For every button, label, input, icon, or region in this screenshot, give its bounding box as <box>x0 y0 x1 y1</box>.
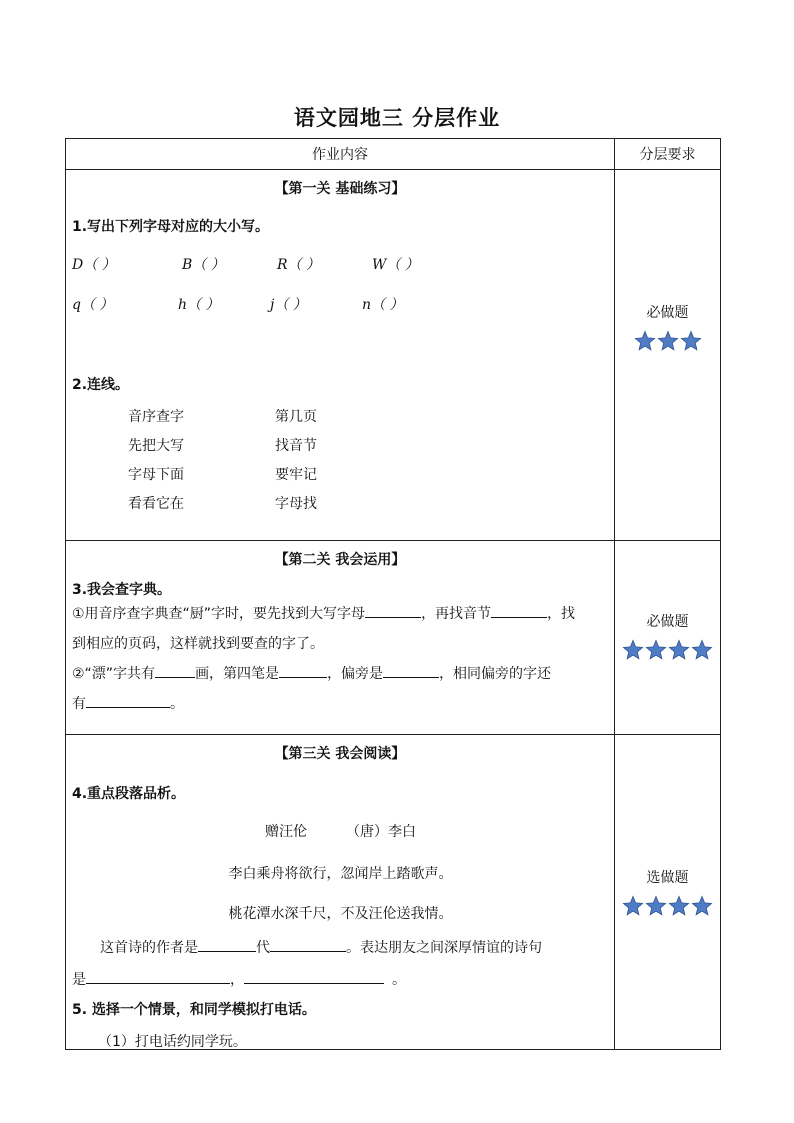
level-label-2: 必做题 <box>646 614 689 630</box>
question-5-item-1: （1）打电话约同学玩。 <box>98 1034 247 1050</box>
text-segment: 。表达朋友之间深厚情谊的诗句 <box>346 940 542 956</box>
blank-dynasty <box>198 937 256 952</box>
q3-line2: 到相应的页码，这样就找到要查的字了。 <box>72 636 324 652</box>
star-icon <box>680 330 702 352</box>
header-level: 分层要求 <box>615 139 721 170</box>
text-segment: ，找 <box>547 606 576 622</box>
poem-title: 赠汪伦 <box>265 824 308 840</box>
q3-line1 <box>72 599 614 629</box>
star-icon <box>691 639 713 661</box>
homework-table <box>65 138 721 1050</box>
star-icon <box>634 330 656 352</box>
text-segment: 。 <box>170 696 184 712</box>
page-title: 语文园地三 分层作业 <box>293 106 501 130</box>
star-rating-1 <box>615 330 720 352</box>
match-left <box>128 406 184 522</box>
header-content: 作业内容 <box>66 139 615 170</box>
text-segment: 画，第四笔是 <box>195 666 280 682</box>
star-icon <box>622 639 644 661</box>
question-2: 2.连线。 <box>72 377 130 393</box>
blank-fourth-stroke <box>279 663 327 678</box>
letter-item: h（ ） <box>178 297 220 313</box>
letters-row-1 <box>72 254 467 274</box>
list-item: 字母下面 <box>128 467 184 483</box>
section2-row <box>66 541 721 735</box>
q4-fill-line1 <box>100 933 542 963</box>
blank-verse-2 <box>244 969 384 984</box>
letter-item: q（ ） <box>72 297 114 313</box>
blank-same-radical <box>86 693 170 708</box>
star-icon <box>668 895 690 917</box>
text-segment: ，偏旁是 <box>327 666 384 682</box>
letter-item: n（ ） <box>362 297 404 313</box>
poem-line-2: 桃花潭水深千尺，不及汪伦送我情。 <box>228 906 453 922</box>
question-1: 1.写出下列字母对应的大小写。 <box>72 219 270 235</box>
text-segment: ，再找音节 <box>421 606 492 622</box>
list-item: 音序查字 <box>128 409 184 425</box>
level-label-3: 选做题 <box>646 870 689 886</box>
text-segment: ，相同偏旁的字还 <box>439 666 552 682</box>
section2-heading: 【第二关 我会运用】 <box>274 552 406 568</box>
text-segment: 这首诗的作者是 <box>100 940 198 956</box>
star-rating-2 <box>615 639 720 661</box>
q4-fill-line2 <box>72 965 406 995</box>
text-segment: ①用音序查字典查“厨”字时，要先找到大写字母 <box>72 606 366 622</box>
text-segment: 代 <box>256 940 270 956</box>
text-segment: 。 <box>392 972 406 988</box>
question-5: 5. 选择一个情景，和同学模拟打电话。 <box>72 1002 316 1018</box>
q3-line3 <box>72 659 614 689</box>
q3-line4 <box>72 689 614 719</box>
star-icon <box>622 895 644 917</box>
star-icon <box>645 895 667 917</box>
list-item: 看看它在 <box>128 496 184 512</box>
section3-heading: 【第三关 我会阅读】 <box>274 746 406 762</box>
list-item: 要牢记 <box>275 467 317 483</box>
text-segment: 是 <box>72 972 86 988</box>
section1-row <box>66 170 721 541</box>
blank-author <box>270 937 346 952</box>
star-rating-3 <box>615 895 720 917</box>
letters-row-2 <box>72 294 454 314</box>
blank-radical <box>383 663 439 678</box>
star-icon <box>691 895 713 917</box>
level-label-1: 必做题 <box>646 305 689 321</box>
star-icon <box>645 639 667 661</box>
text-segment: 有 <box>72 696 86 712</box>
question-3: 3.我会查字典。 <box>72 582 172 598</box>
poem-title-line <box>66 821 615 841</box>
letter-item: W（ ） <box>372 257 419 273</box>
list-item: 先把大写 <box>128 438 184 454</box>
list-item: 第几页 <box>275 409 317 425</box>
section1-heading: 【第一关 基础练习】 <box>274 181 406 197</box>
letter-item: j（ ） <box>270 297 307 313</box>
star-icon <box>657 330 679 352</box>
poem-author: （唐）李白 <box>345 824 416 840</box>
match-right <box>275 406 317 522</box>
text-segment: ②“漂”字共有 <box>72 666 156 682</box>
question-4: 4.重点段落品析。 <box>72 786 186 802</box>
blank-letter <box>365 603 421 618</box>
text-segment: ， <box>230 972 244 988</box>
table-header-row <box>66 139 721 170</box>
blank-strokes <box>155 663 195 678</box>
blank-syllable <box>491 603 547 618</box>
list-item: 找音节 <box>275 438 317 454</box>
section3-row <box>66 735 721 1050</box>
letter-item: R（ ） <box>277 257 320 273</box>
blank-verse-1 <box>86 969 230 984</box>
list-item: 字母找 <box>275 496 317 512</box>
letter-item: D（ ） <box>72 257 116 273</box>
poem-line-1: 李白乘舟将欲行，忽闻岸上踏歌声。 <box>228 866 453 882</box>
letter-item: B（ ） <box>182 257 225 273</box>
star-icon <box>668 639 690 661</box>
